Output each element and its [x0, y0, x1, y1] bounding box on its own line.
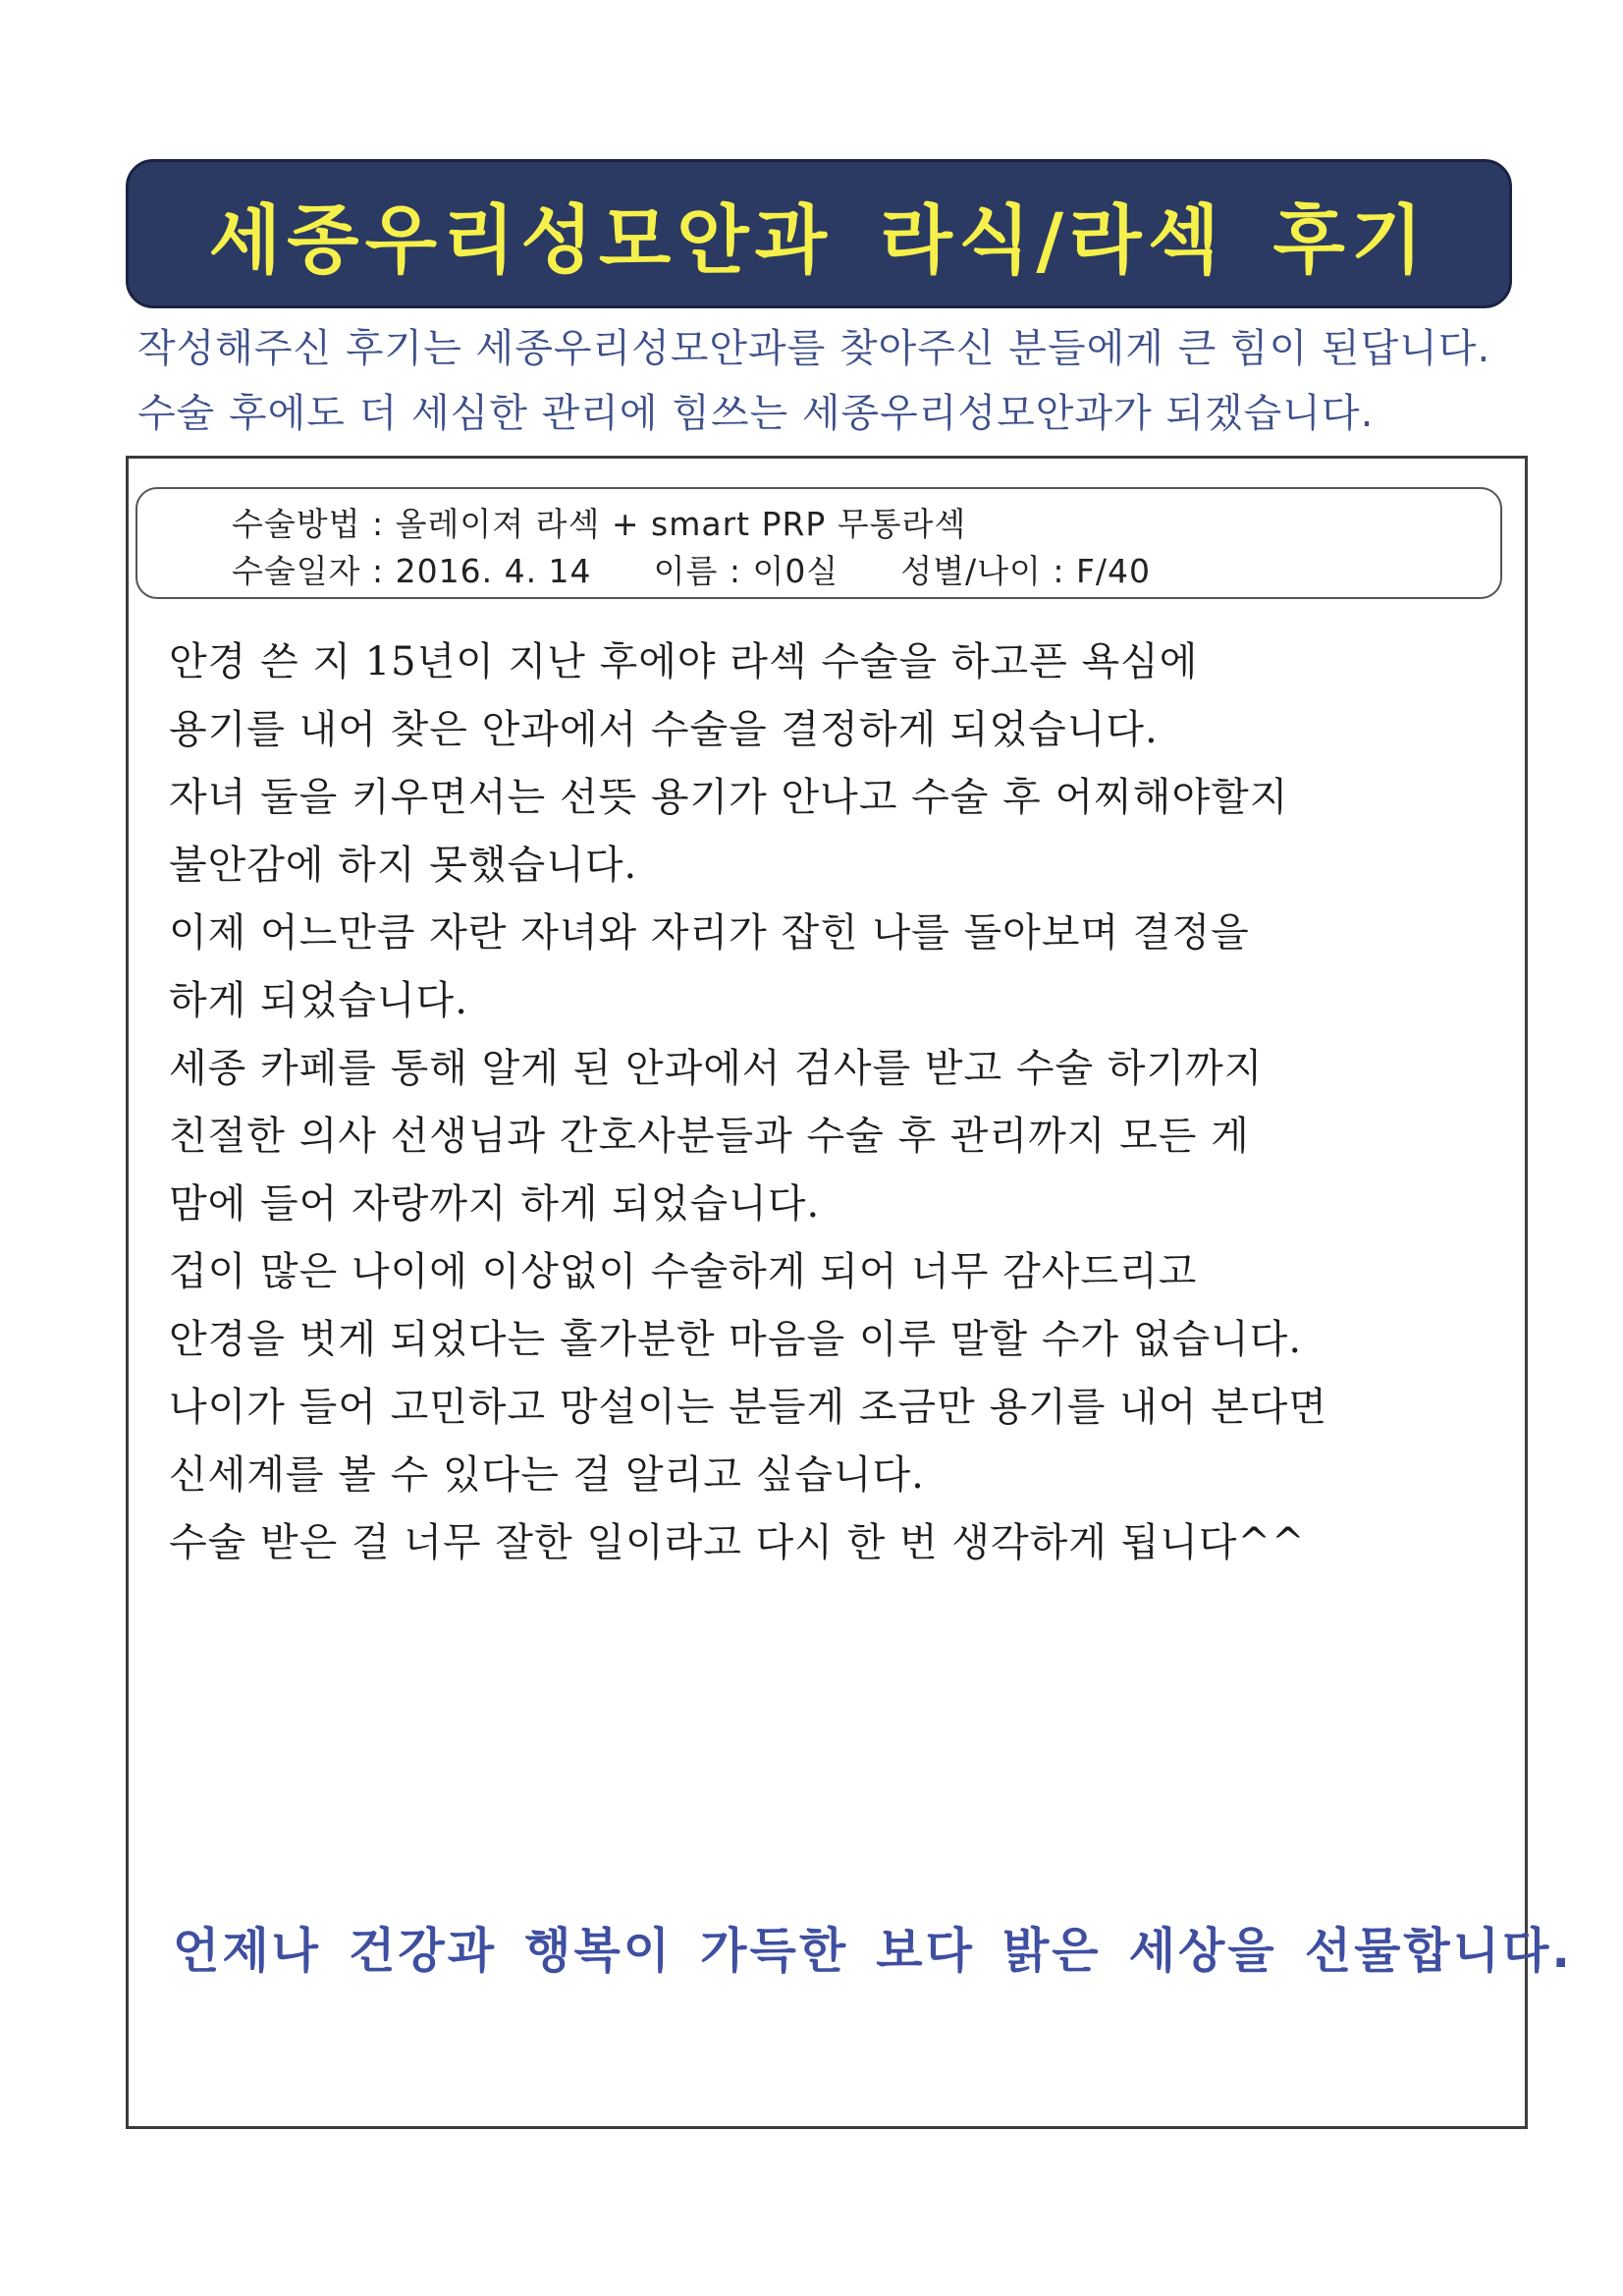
review-line: 친절한 의사 선생님과 간호사분들과 수술 후 관리까지 모든 게 [169, 1114, 1250, 1159]
intro-line: 수술 후에도 더 세심한 관리에 힘쓰는 세종우리성모안과가 되겠습니다. [137, 391, 1375, 436]
review-line: 안경 쓴 지 15년이 지난 후에야 라섹 수술을 하고픈 욕심에 [169, 639, 1199, 684]
patient-name-label: 이름 [653, 552, 719, 590]
intro-line: 작성해주신 후기는 세종우리성모안과를 찾아주신 분들에게 큰 힘이 된답니다. [137, 326, 1491, 371]
separator: : [372, 505, 396, 543]
review-line: 신세계를 볼 수 있다는 걸 알리고 싶습니다. [169, 1452, 925, 1498]
surgery-date-label: 수술일자 [232, 552, 361, 590]
review-line: 안경을 벗게 되었다는 홀가분한 마음을 이루 말할 수가 없습니다. [169, 1317, 1303, 1362]
gender-age-label: 성별/나이 [900, 552, 1042, 590]
separator: : [1053, 552, 1076, 590]
page-title: 세종우리성모안과 라식/라섹 후기 [208, 195, 1430, 284]
review-line: 이제 어느만큼 자란 자녀와 자리가 잡힌 나를 돌아보며 결정을 [169, 910, 1250, 956]
review-line: 나이가 들어 고민하고 망설이는 분들게 조금만 용기를 내어 본다면 [169, 1385, 1327, 1430]
intro-message [137, 316, 1532, 446]
review-line: 겁이 많은 나이에 이상없이 수술하게 되어 너무 감사드리고 [169, 1249, 1198, 1294]
surgery-date-value: 2016. 4. 14 [395, 552, 592, 590]
review-line: 하게 되었습니다. [169, 978, 468, 1023]
review-line: 맘에 들어 자랑까지 하게 되었습니다. [169, 1181, 821, 1227]
surgery-method-value: 올레이져 라섹 + smart PRP 무통라섹 [395, 505, 967, 543]
review-line: 세종 카페를 통해 알게 된 안과에서 검사를 받고 수술 하기까지 [169, 1046, 1264, 1091]
review-line: 불안감에 하지 못했습니다. [169, 843, 638, 888]
gender-age-value: F/40 [1075, 552, 1152, 590]
footer-slogan: 언제나 건강과 행복이 가득한 보다 밝은 세상을 선물합니다. [173, 1923, 1574, 1979]
review-line: 자녀 둘을 키우면서는 선뜻 용기가 안나고 수술 후 어찌해야할지 [169, 775, 1289, 820]
surgery-info-box [135, 487, 1502, 599]
surgery-date-row [232, 546, 1151, 592]
separator: : [372, 552, 396, 590]
surgery-method-row [232, 499, 966, 545]
review-line: 용기를 내어 찾은 안과에서 수술을 결정하게 되었습니다. [169, 707, 1159, 752]
title-banner [126, 159, 1512, 308]
separator: : [729, 552, 753, 590]
patient-name-value: 이0실 [752, 552, 839, 590]
review-line: 수술 받은 걸 너무 잘한 일이라고 다시 한 번 생각하게 됩니다^^ [169, 1520, 1306, 1565]
surgery-method-label: 수술방법 [232, 505, 361, 543]
review-body [169, 629, 1485, 1577]
